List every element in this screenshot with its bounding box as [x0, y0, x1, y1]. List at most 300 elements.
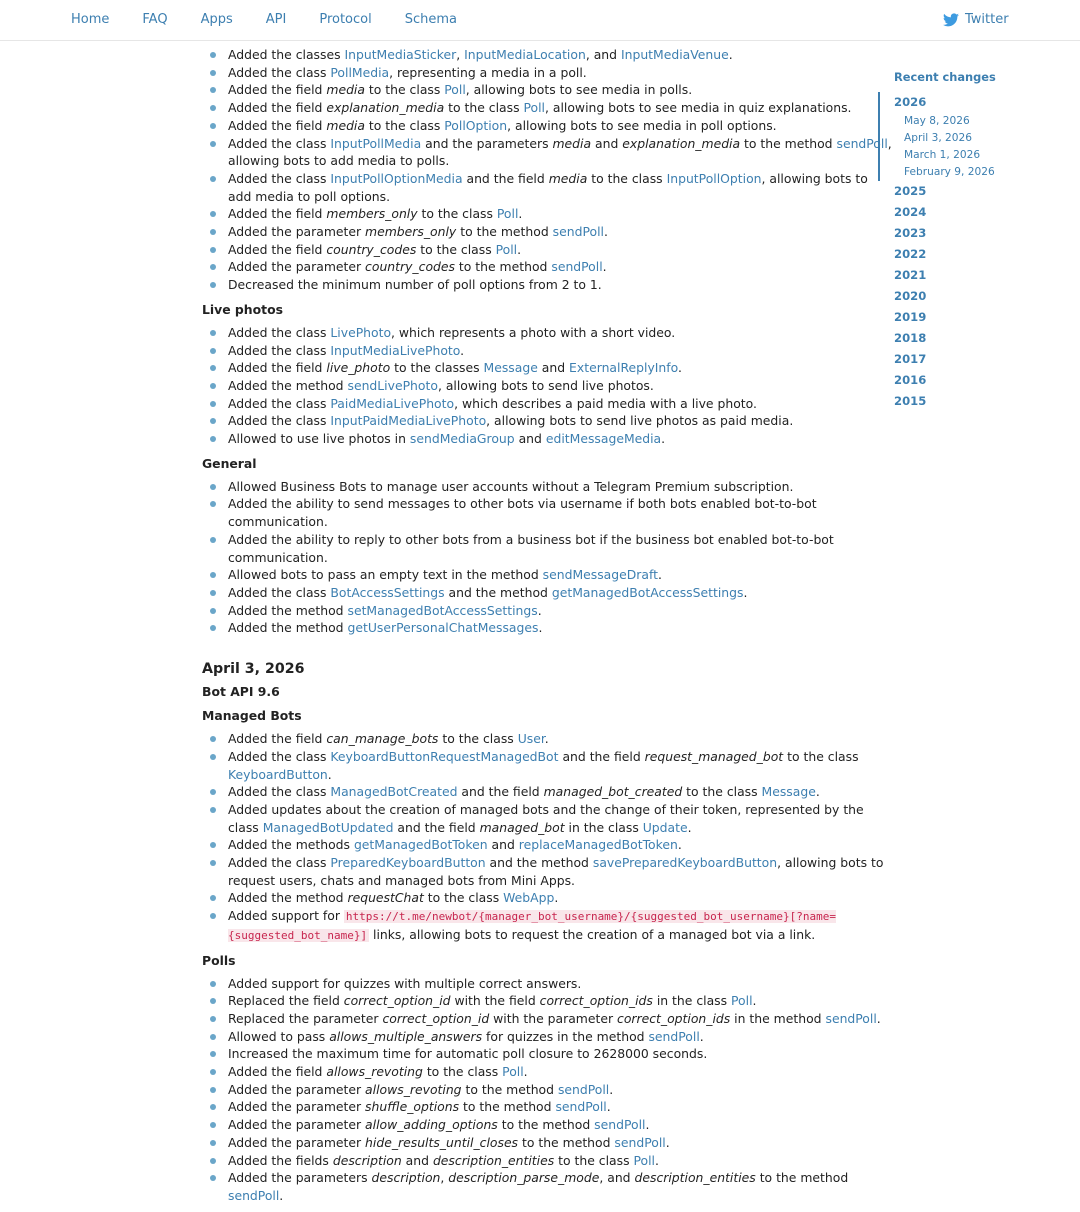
item-text: , allowing bots to add media to polls.	[228, 135, 892, 169]
bullet-icon	[210, 736, 216, 742]
item-text: to the class	[422, 1064, 503, 1080]
bullet-icon	[210, 123, 216, 129]
api-link[interactable]: sendPoll	[614, 1134, 666, 1150]
twitter-bird-icon	[943, 13, 959, 27]
list-item	[202, 854, 892, 889]
bullet-icon	[210, 330, 216, 336]
api-link[interactable]: sendPoll	[555, 1099, 607, 1115]
item-text: .	[523, 1064, 528, 1080]
list-item	[202, 1134, 892, 1152]
param-name: live_photo	[326, 360, 391, 376]
api-link[interactable]: PreparedKeyboardButton	[330, 855, 486, 871]
api-link[interactable]: PollMedia	[330, 64, 390, 80]
list-item	[202, 205, 892, 223]
item-text: Decreased the minimum number of poll options from 2 to 1.	[228, 277, 602, 293]
param-name: description	[332, 1152, 402, 1168]
bullet-icon	[210, 625, 216, 631]
item-text: .	[654, 1152, 659, 1168]
list-item	[202, 99, 892, 117]
item-text: .	[677, 837, 682, 853]
item-text: Added the field	[228, 206, 327, 222]
list-item	[202, 1098, 892, 1116]
list-item	[202, 992, 892, 1010]
sidebar-year-link[interactable]: 2020	[894, 289, 927, 303]
bullet-icon	[210, 70, 216, 76]
api-link[interactable]: ManagedBotUpdated	[262, 819, 394, 835]
api-link[interactable]: getManagedBotAccessSettings	[551, 584, 744, 600]
param-name: hide_results_until_closes	[365, 1134, 519, 1150]
bullet-icon	[210, 418, 216, 424]
api-link[interactable]: InputMediaLocation	[464, 47, 586, 62]
bullet-icon	[210, 1175, 216, 1181]
bullet-icon	[210, 1122, 216, 1128]
param-name: media	[552, 135, 592, 151]
sidebar-year-link[interactable]: 2019	[894, 310, 927, 324]
nav-protocol-link[interactable]: Protocol	[319, 12, 372, 27]
item-text: to the classes	[390, 360, 484, 376]
item-text: , allowing bots to send live photos as paid media.	[486, 413, 794, 429]
item-text: to the class	[682, 784, 762, 800]
item-text: to the class	[587, 170, 667, 186]
item-text: with the parameter	[489, 1010, 618, 1026]
item-text: Added support for	[228, 908, 344, 924]
bullet-icon	[210, 87, 216, 93]
sidebar-subitems	[894, 113, 1068, 181]
list-item	[202, 324, 892, 342]
sidebar-date-link[interactable]: March 1, 2026	[904, 149, 981, 161]
api-link[interactable]: Poll	[502, 1064, 524, 1080]
sidebar-year-link[interactable]: 2017	[894, 352, 927, 366]
param-name: shuffle_options	[365, 1099, 460, 1115]
api-link[interactable]: sendMessageDraft	[542, 567, 658, 583]
item-text: to the class	[417, 206, 497, 222]
api-link[interactable]: BotAccessSettings	[330, 584, 445, 600]
bullet-icon	[210, 608, 216, 614]
api-link[interactable]: ManagedBotCreated	[330, 784, 458, 800]
item-text: Added the field	[228, 100, 327, 116]
api-link[interactable]: Poll	[633, 1152, 655, 1168]
item-text: to the class	[554, 1152, 634, 1168]
active-year-group	[878, 92, 1068, 181]
param-name: correct_option_id	[343, 993, 451, 1009]
item-text: in the class	[564, 819, 643, 835]
api-link[interactable]: sendPoll	[648, 1028, 700, 1044]
api-link[interactable]: KeyboardButtonRequestManagedBot	[330, 748, 559, 764]
api-link[interactable]: Poll	[523, 100, 545, 116]
general-heading: General	[202, 455, 257, 471]
bullet-icon	[210, 52, 216, 58]
item-text: with the field	[450, 993, 540, 1009]
item-text: , allowing bots to send live photos.	[437, 377, 654, 393]
list-item	[202, 1010, 892, 1028]
bullet-icon	[210, 590, 216, 596]
list-item	[202, 170, 892, 205]
api-link[interactable]: Poll	[444, 82, 466, 98]
api-link[interactable]: InputMediaLivePhoto	[330, 342, 461, 358]
bullet-icon	[210, 913, 216, 919]
bullet-icon	[210, 807, 216, 813]
api-link[interactable]: sendLivePhoto	[347, 377, 438, 393]
sidebar-year-link[interactable]: 2015	[894, 394, 927, 408]
bullet-icon	[210, 229, 216, 235]
bullet-icon	[210, 754, 216, 760]
bullet-icon	[210, 998, 216, 1004]
item-text: Added the class	[228, 64, 331, 80]
bullet-icon	[210, 247, 216, 253]
api-link[interactable]: LivePhoto	[330, 324, 392, 340]
item-text: in the class	[652, 993, 732, 1009]
managed-bots-heading: Managed Bots	[202, 708, 302, 724]
api-link[interactable]: Message	[761, 784, 816, 800]
bullet-icon	[210, 860, 216, 866]
param-name: managed_bot	[479, 819, 565, 835]
bullet-icon	[210, 1069, 216, 1075]
api-link[interactable]: Poll	[495, 241, 518, 257]
bullet-icon	[210, 141, 216, 147]
changelog-content	[202, 46, 892, 1212]
param-name: request_managed_bot	[644, 748, 784, 764]
item-text: .	[728, 47, 733, 62]
api-link[interactable]: sendPoll	[552, 224, 604, 240]
list-item	[202, 342, 892, 360]
api-link[interactable]: getUserPersonalChatMessages	[347, 620, 539, 636]
item-text: , allowing bots to request users, chats and managed bots from Mini Apps.	[228, 855, 884, 888]
item-text: and the method	[485, 855, 593, 871]
live-photos-list	[202, 324, 892, 448]
item-text: ,	[456, 47, 465, 62]
bullet-icon	[210, 383, 216, 389]
twitter-link[interactable]	[943, 12, 1009, 27]
api-link[interactable]: InputPollMedia	[330, 135, 422, 151]
item-text: to the class	[783, 748, 859, 764]
item-text: Added the ability to send messages to other bots via username if both bots enabled bot-to-bot communication.	[228, 496, 817, 530]
api-link[interactable]: Poll	[496, 206, 519, 222]
sidebar-date-link[interactable]: April 3, 2026	[904, 132, 973, 144]
polls-heading: Polls	[202, 952, 236, 968]
item-text: Added the method	[228, 890, 348, 906]
list-item	[202, 907, 892, 944]
bullet-icon	[210, 105, 216, 111]
list-item	[202, 117, 892, 135]
item-text: to the method	[497, 1117, 595, 1133]
item-text: to the method	[461, 1081, 558, 1097]
item-text: Added the field	[228, 241, 327, 257]
api-link[interactable]: KeyboardButton	[228, 766, 328, 782]
api-link[interactable]: InputPaidMediaLivePhoto	[330, 413, 487, 429]
nav-apps-link[interactable]: Apps	[200, 12, 233, 27]
bullet-icon	[210, 1158, 216, 1164]
bullet-icon	[210, 501, 216, 507]
api-link[interactable]: Message	[483, 360, 538, 376]
item-text: .	[752, 993, 757, 1009]
api-link[interactable]: editMessageMedia	[545, 431, 662, 447]
bullet-icon	[210, 842, 216, 848]
april-date-heading: April 3, 2026	[202, 661, 305, 678]
item-text: , representing a media in a poll.	[389, 64, 587, 80]
bullet-icon	[210, 895, 216, 901]
bullet-icon	[210, 264, 216, 270]
item-text: Added the method	[228, 377, 348, 393]
api-link[interactable]: ExternalReplyInfo	[569, 360, 679, 376]
item-text: .	[518, 206, 523, 222]
item-text: Added the class	[228, 342, 331, 358]
item-text: .	[815, 784, 820, 800]
item-text: .	[658, 567, 662, 583]
sidebar-year-link[interactable]: 2021	[894, 268, 927, 282]
item-text: , which represents a photo with a short video.	[391, 324, 676, 340]
bullet-icon	[210, 1016, 216, 1022]
item-text: , allowing bots to add media to poll options.	[228, 170, 868, 204]
item-text: Added the parameters	[228, 1170, 372, 1186]
item-text: Added the field	[228, 1064, 327, 1080]
sidebar-year-link[interactable]: 2024	[894, 205, 927, 219]
sidebar-year-link[interactable]: 2018	[894, 331, 927, 345]
api-link[interactable]: sendPoll	[551, 259, 603, 275]
bullet-icon	[210, 484, 216, 490]
item-text: Added the parameter	[228, 224, 366, 240]
item-text: Added the parameter	[228, 259, 366, 275]
list-item	[202, 241, 892, 259]
item-text: , allowing bots to see media in poll options.	[507, 117, 777, 133]
bullet-icon	[210, 282, 216, 288]
bullet-icon	[210, 365, 216, 371]
item-text: to the class	[438, 731, 518, 747]
item-text: .	[606, 1099, 611, 1115]
bullet-icon	[210, 789, 216, 795]
list-item	[202, 975, 892, 993]
list-item	[202, 730, 892, 748]
param-name: members_only	[326, 206, 418, 222]
param-name: correct_option_ids	[617, 1010, 731, 1026]
api-link[interactable]: sendPoll	[557, 1081, 610, 1097]
twitter-label: Twitter	[965, 12, 1009, 27]
sidebar-year-link[interactable]: 2023	[894, 226, 927, 240]
sidebar-date-link[interactable]: May 8, 2026	[904, 115, 970, 127]
item-text: Added the parameter	[228, 1117, 366, 1133]
api-link[interactable]: sendMediaGroup	[409, 431, 515, 447]
list-item	[202, 584, 892, 602]
param-name: description_entities	[432, 1152, 555, 1168]
recent-changes-title[interactable]: Recent changes	[894, 70, 996, 84]
param-name: media	[326, 117, 365, 133]
item-text: , allowing bots to see media in quiz explanations.	[545, 100, 852, 116]
api-link[interactable]: PollOption	[444, 117, 508, 133]
api-link[interactable]: replaceManagedBotToken	[518, 837, 678, 853]
item-text: to the method	[518, 1134, 615, 1150]
version-label: Bot API 9.6	[202, 684, 280, 700]
item-text: to the class	[423, 890, 504, 906]
sidebar-year-link[interactable]: 2025	[894, 184, 927, 198]
item-text: ,	[440, 1170, 449, 1186]
item-text: Allowed bots to pass an empty text in the method	[228, 567, 543, 583]
bullet-icon	[210, 572, 216, 578]
sidebar-year-link[interactable]: 2016	[894, 373, 927, 387]
list-item	[202, 1063, 892, 1081]
bullet-icon	[210, 1034, 216, 1040]
api-link[interactable]: sendPoll	[825, 1010, 877, 1026]
bullet-icon	[210, 537, 216, 543]
param-name: managed_bot_created	[543, 784, 683, 800]
item-text: to the method	[456, 224, 553, 240]
list-item	[202, 1152, 892, 1170]
item-text: Added the parameter	[228, 1099, 366, 1115]
item-text: , and	[585, 47, 621, 62]
polls-list-top	[202, 46, 892, 294]
api-link[interactable]: PaidMediaLivePhoto	[330, 395, 455, 411]
api-link[interactable]: InputMediaSticker	[344, 47, 457, 62]
api-link[interactable]: setManagedBotAccessSettings	[347, 602, 538, 618]
bullet-icon	[210, 1104, 216, 1110]
item-text: to the class	[364, 82, 445, 98]
param-name: allow_adding_options	[365, 1117, 498, 1133]
list-item	[202, 258, 892, 276]
api-link[interactable]: Update	[642, 819, 688, 835]
list-item	[202, 602, 892, 620]
item-text: Added the ability to reply to other bots from a business bot if the business bot enabled bot-to-bot communication.	[228, 531, 834, 565]
list-item	[202, 783, 892, 801]
item-text: Added the class	[228, 395, 331, 411]
item-text: Added the class	[228, 413, 331, 429]
item-text: Added the field	[228, 731, 327, 747]
item-text: and the field	[393, 819, 480, 835]
list-item	[202, 395, 892, 413]
param-name: description_entities	[634, 1170, 756, 1186]
item-text: Replaced the parameter	[228, 1010, 383, 1026]
item-text: .	[678, 360, 682, 376]
item-text: .	[687, 819, 692, 835]
list-item	[202, 1081, 892, 1099]
param-name: members_only	[365, 224, 457, 240]
list-item	[202, 619, 892, 637]
param-name: allows_revoting	[365, 1081, 462, 1097]
api-link[interactable]: User	[517, 731, 545, 747]
item-text: .	[699, 1028, 704, 1044]
nav-faq-link[interactable]: FAQ	[142, 12, 168, 27]
item-text: Added the method	[228, 602, 348, 618]
bullet-icon	[210, 1051, 216, 1057]
item-text: .	[645, 1117, 650, 1133]
api-link[interactable]: savePreparedKeyboardButton	[592, 855, 778, 871]
param-name: country_codes	[365, 259, 455, 275]
list-item	[202, 359, 892, 377]
list-item	[202, 495, 892, 530]
item-text: .	[876, 1010, 881, 1026]
list-item	[202, 478, 892, 496]
polls-list	[202, 975, 892, 1205]
item-text: .	[665, 1134, 670, 1150]
api-link[interactable]: InputPollOptionMedia	[330, 170, 463, 186]
api-link[interactable]: Poll	[731, 993, 753, 1009]
bullet-icon	[210, 176, 216, 182]
list-item	[202, 412, 892, 430]
item-text: .	[327, 766, 332, 782]
item-text: Added updates about the creation of managed bots and the change of their token, represented by the class	[228, 801, 864, 835]
item-text: Added the classes	[228, 47, 345, 62]
sidebar-date-link[interactable]: February 9, 2026	[904, 166, 995, 178]
item-text: .	[743, 584, 748, 600]
item-text: Added the field	[228, 117, 327, 133]
item-text: Allowed Business Bots to manage user accounts without a Telegram Premium subscription.	[228, 478, 794, 494]
code-snippet: https://t.me/newbot/{manager_bot_username}/{suggested_bot_username}[?name={suggested_bot_name}]	[228, 910, 836, 942]
managed-bots-list	[202, 730, 892, 944]
list-item	[202, 276, 892, 294]
api-link[interactable]: sendPoll	[594, 1117, 646, 1133]
list-item	[202, 1169, 892, 1204]
recent-changes-sidebar	[878, 70, 1068, 412]
api-link[interactable]: sendPoll	[836, 135, 888, 151]
item-text: , which describes a paid media with a live photo.	[454, 395, 757, 411]
item-text: Added the class	[228, 855, 331, 871]
sidebar-year-active[interactable]: 2026	[894, 95, 927, 109]
item-text: Added the class	[228, 784, 331, 800]
api-link[interactable]: getManagedBotToken	[353, 837, 488, 853]
item-text: Added the field	[228, 360, 327, 376]
list-item	[202, 531, 892, 566]
item-text: and the field	[462, 170, 549, 186]
api-link[interactable]: sendPoll	[228, 1187, 280, 1203]
main-nav	[71, 12, 490, 27]
item-text: Added the parameter	[228, 1081, 366, 1097]
list-item	[202, 1028, 892, 1046]
list-item	[202, 46, 892, 64]
item-text: Allowed to pass	[228, 1028, 330, 1044]
nav-home-link[interactable]: Home	[71, 12, 110, 27]
item-text: and the method	[444, 584, 552, 600]
api-link[interactable]: InputMediaVenue	[620, 47, 729, 62]
item-text: links, allowing bots to request the creation of a managed bot via a link.	[369, 926, 816, 942]
bullet-icon	[210, 436, 216, 442]
item-text: .	[517, 241, 522, 257]
list-item	[202, 64, 892, 82]
list-item	[202, 566, 892, 584]
live-photos-heading: Live photos	[202, 301, 283, 317]
param-name: correct_option_id	[382, 1010, 490, 1026]
param-name: media	[326, 82, 365, 98]
item-text: Added the class	[228, 170, 331, 186]
item-text: .	[554, 890, 559, 906]
nav-api-link[interactable]: API	[265, 12, 287, 27]
item-text: Added the field	[228, 82, 327, 98]
item-text: .	[609, 1081, 614, 1097]
bullet-icon	[210, 981, 216, 987]
sidebar-year-link[interactable]: 2022	[894, 247, 927, 261]
item-text: Added support for quizzes with multiple correct answers.	[228, 975, 582, 991]
item-text: Added the class	[228, 135, 331, 151]
item-text: to the method	[454, 259, 552, 275]
item-text: Added the class	[228, 584, 331, 600]
item-text: Added the class	[228, 324, 331, 340]
item-text: to the method	[459, 1099, 556, 1115]
item-text: .	[603, 224, 608, 240]
api-link[interactable]: WebApp	[503, 890, 555, 906]
item-text: and	[487, 837, 519, 853]
api-link[interactable]: InputPollOption	[666, 170, 762, 186]
item-text: and the field	[457, 784, 544, 800]
bullet-icon	[210, 348, 216, 354]
sidebar-years	[878, 181, 1068, 412]
item-text: .	[544, 731, 549, 747]
param-name: explanation_media	[326, 100, 445, 116]
bullet-icon	[210, 1140, 216, 1146]
bullet-icon	[210, 1087, 216, 1093]
nav-schema-link[interactable]: Schema	[404, 12, 457, 27]
list-item	[202, 1116, 892, 1134]
item-text: in the method	[730, 1010, 826, 1026]
item-text: and the parameters	[421, 135, 553, 151]
item-text: Allowed to use live photos in	[228, 431, 410, 447]
list-item	[202, 748, 892, 783]
list-item	[202, 1045, 892, 1063]
